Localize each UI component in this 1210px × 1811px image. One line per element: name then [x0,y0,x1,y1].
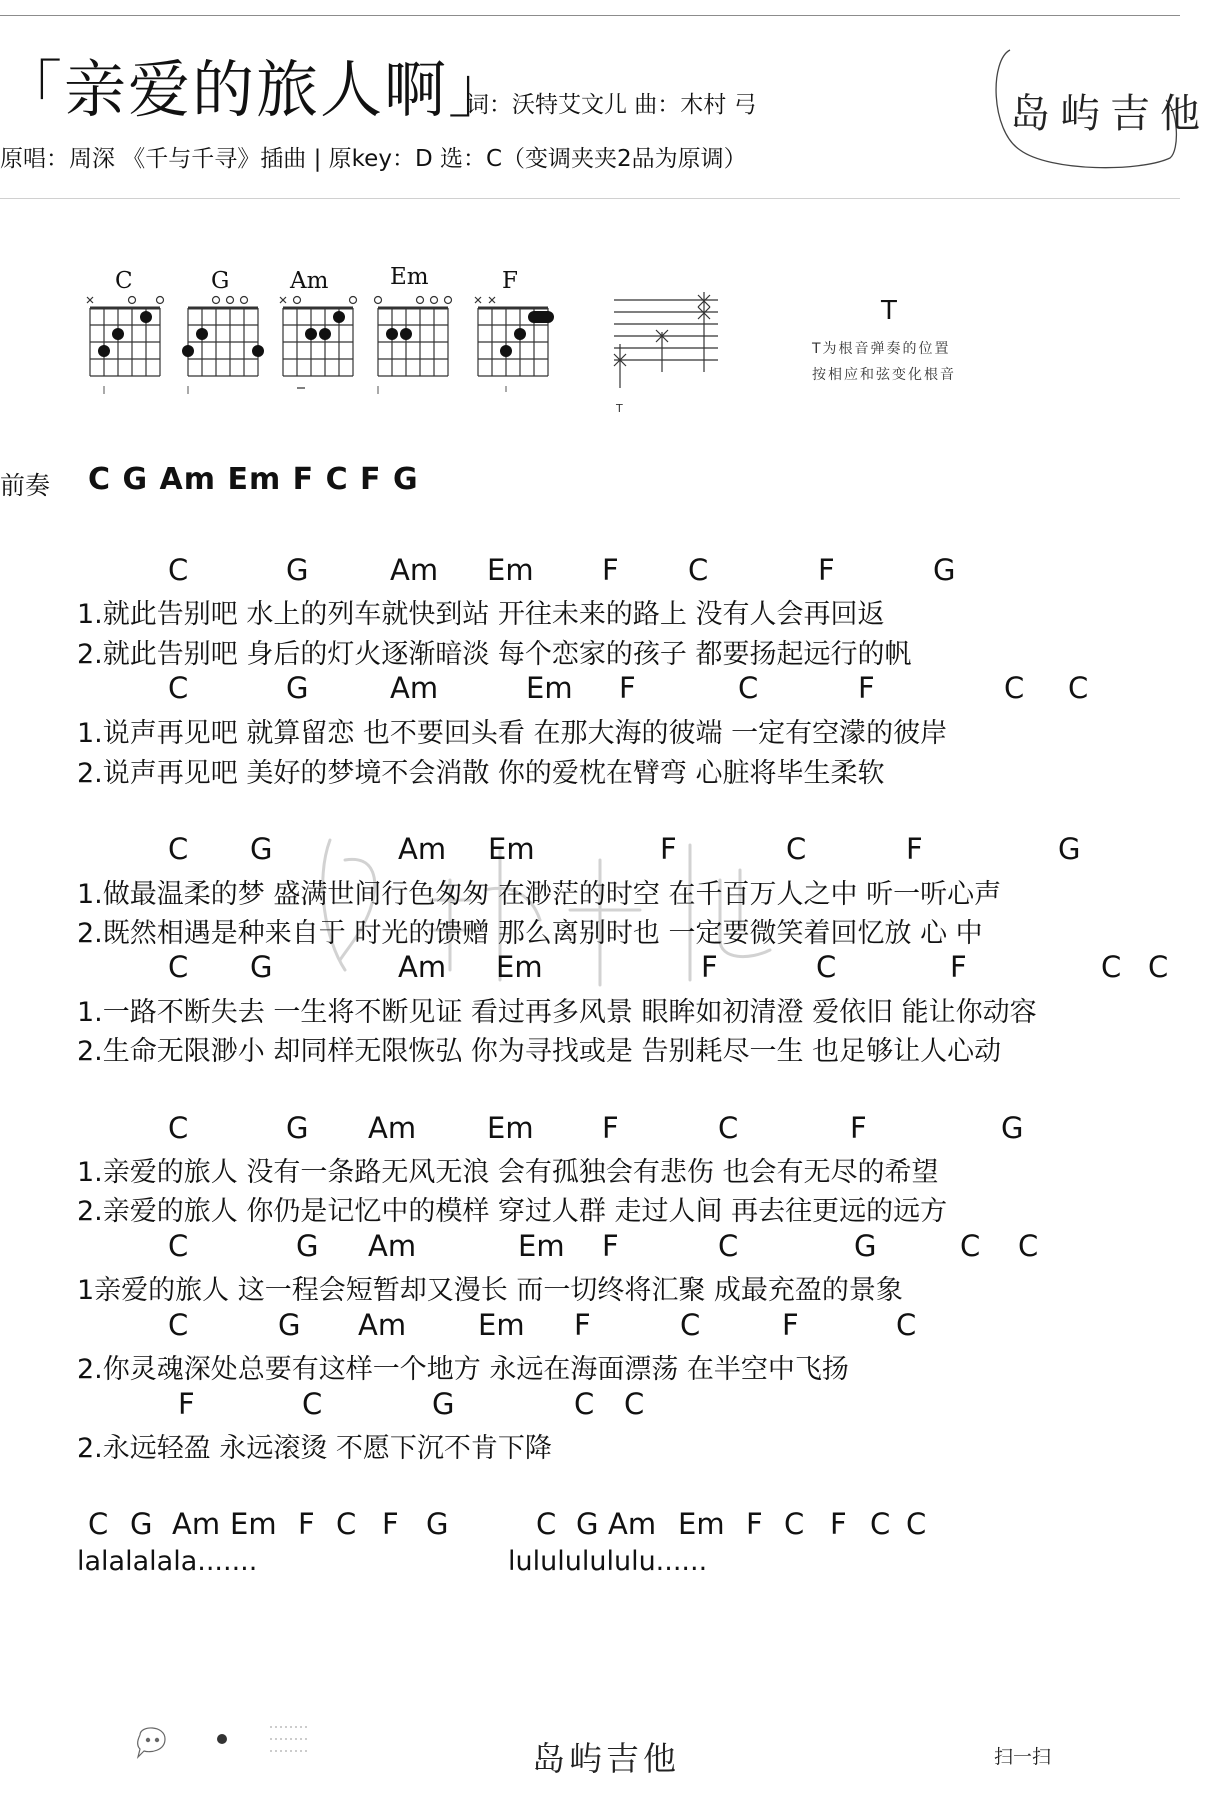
chord-symbol: F [818,553,835,587]
lyric-line: 2.永远轻盈 永远滚烫 不愿下沉不肯下降 [77,1433,552,1464]
chord-diagram-name: Em [390,264,429,290]
legend-symbol: T [881,296,897,326]
chord-symbol: G [854,1229,877,1263]
chord-symbol: Em [496,950,543,984]
chord-symbol: Am [368,1111,417,1145]
chord-symbol: C [896,1308,917,1342]
lyric-line: 2.说声再见吧 美好的梦境不会消散 你的爱枕在臂弯 心脏将毕生柔软 [77,758,885,789]
song-title: 「亲爱的旅人啊」 [0,53,513,126]
chord-symbol: F [906,832,923,866]
chord-symbol: C [960,1229,981,1263]
chord-diagram-name: Am [290,268,329,294]
chord-symbol: G [432,1387,455,1421]
chord-symbol: C [718,1229,739,1263]
legend-line-1: T为根音弹奏的位置 [812,341,951,357]
chord-symbol: F [602,1229,619,1263]
chord-symbol: C [168,832,189,866]
chord-symbol: F [830,1507,847,1541]
chord-symbol: Em [488,832,535,866]
chord-symbol: G [1001,1111,1024,1145]
chord-symbol: G [278,1308,301,1342]
chord-symbol: C [688,553,709,587]
chord-symbol: G [250,950,273,984]
chord-diagram-am [275,290,361,400]
chord-diagram-em [370,286,456,400]
chord-symbol: F [619,671,636,705]
chord-diagram-f [470,290,556,400]
footer-brand: 岛屿吉他 [532,1739,680,1778]
chord-symbol: F [298,1507,315,1541]
lyric-line: 2.就此告别吧 身后的灯火逐渐暗淡 每个恋家的孩子 都要扬起远行的帆 [77,639,912,670]
chord-symbol: F [950,950,967,984]
chord-symbol: C [1018,1229,1039,1263]
chord-symbol: F [858,671,875,705]
chord-symbol: C [168,1229,189,1263]
chord-symbol: G [1058,832,1081,866]
lyric-line: lalalalala....... [77,1546,258,1577]
chord-symbol: Am [368,1229,417,1263]
chord-symbol: F [178,1387,195,1421]
chord-symbol: Am [390,553,439,587]
chord-symbol: C [1004,671,1025,705]
lyric-line: 1亲爱的旅人 这一程会短暂却又漫长 而一切终将汇聚 成最充盈的景象 [77,1275,903,1306]
lyric-line: 1.做最温柔的梦 盛满世间行色匆匆 在渺茫的时空 在千百万人之中 听一听心声 [77,879,1002,910]
chord-symbol: F [574,1308,591,1342]
chord-symbol: F [746,1507,763,1541]
chord-symbol: Am [608,1507,657,1541]
chord-symbol: G [286,1111,309,1145]
chord-symbol: C [302,1387,323,1421]
prelude-chords: C G Am Em F C F G [88,462,419,497]
chord-symbol: G [130,1507,153,1541]
chord-symbol: F [382,1507,399,1541]
lyric-line: 1.就此告别吧 水上的列车就快到站 开往未来的路上 没有人会再回返 [77,599,885,630]
chord-diagram-c [82,290,168,400]
chord-symbol: G [933,553,956,587]
chord-symbol: C [1148,950,1169,984]
chord-symbol: C [624,1387,645,1421]
lyric-line: 2.既然相遇是种来自于 时光的馈赠 那么离别时也 一定要微笑着回忆放 心 中 [77,918,983,949]
chord-symbol: F [701,950,718,984]
chord-symbol: C [88,1507,109,1541]
chord-symbol: Em [478,1308,525,1342]
chord-symbol: Em [526,671,573,705]
chord-symbol: F [660,832,677,866]
chord-diagram-name: F [502,268,518,294]
chord-symbol: C [336,1507,357,1541]
chord-symbol: Em [678,1507,725,1541]
lyric-line: lulululululu...... [508,1546,708,1577]
footer-decoration-icon [120,1715,380,1775]
chord-diagram-g [180,290,266,400]
lyric-line: 2.你灵魂深处总要有这样一个地方 永远在海面漂荡 在半空中飞扬 [77,1354,849,1385]
chord-row [0,832,1180,866]
chord-row [0,1229,1180,1263]
footer-scan-label: 扫一扫 [994,1746,1052,1768]
chord-symbol: G [426,1507,449,1541]
chord-row [0,1387,1180,1421]
lyric-line: 2.亲爱的旅人 你仍是记忆中的模样 穿过人群 走过人间 再去往更远的远方 [77,1196,948,1227]
chord-symbol: C [680,1308,701,1342]
chord-symbol: C [168,671,189,705]
chord-diagram-name: G [211,268,230,294]
chord-symbol: C [738,671,759,705]
chord-symbol: F [782,1308,799,1342]
chord-diagram-name: C [115,268,133,294]
chord-symbol: Em [518,1229,565,1263]
strum-root-label: T [616,402,623,415]
chord-symbol: G [286,671,309,705]
chord-symbol: C [870,1507,891,1541]
chord-symbol: C [718,1111,739,1145]
chord-symbol: C [168,1308,189,1342]
chord-symbol: G [286,553,309,587]
lyric-line: 2.生命无限渺小 却同样无限恢弘 你为寻找或是 告别耗尽一生 也足够让人心动 [77,1036,1002,1067]
chord-symbol: G [296,1229,319,1263]
chord-symbol: G [576,1507,599,1541]
chord-symbol: C [168,950,189,984]
chord-symbol: C [1068,671,1089,705]
chord-symbol: C [786,832,807,866]
chord-row [0,671,1180,705]
lyric-line: 1.亲爱的旅人 没有一条路无风无浪 会有孤独会有悲伤 也会有无尽的希望 [77,1157,939,1188]
lyric-line: 1.说声再见吧 就算留恋 也不要回头看 在那大海的彼端 一定有空濛的彼岸 [77,718,948,749]
chord-symbol: F [602,553,619,587]
chord-symbol: Am [172,1507,221,1541]
chord-symbol: Am [390,671,439,705]
chord-symbol: Em [487,553,534,587]
strum-pattern-diagram [606,290,726,420]
chord-row [0,1507,1180,1541]
chord-symbol: C [784,1507,805,1541]
chord-symbol: C [574,1387,595,1421]
song-credits: 词：沃特艾文儿 曲：木村 弓 [466,92,757,118]
top-rule [0,15,1180,16]
chord-symbol: Am [398,832,447,866]
chord-symbol: Em [487,1111,534,1145]
chord-row [0,1308,1180,1342]
chord-symbol: Am [398,950,447,984]
legend-line-2: 按相应和弦变化根音 [812,367,956,383]
chord-row [0,950,1180,984]
chord-row [0,1111,1180,1145]
chord-symbol: C [1101,950,1122,984]
chord-symbol: F [602,1111,619,1145]
header-divider [0,198,1180,199]
chord-symbol: C [168,553,189,587]
chord-symbol: C [536,1507,557,1541]
song-subtitle: 原唱：周深 《千与千寻》插曲 | 原key：D 选：C（变调夹夹2品为原调） [0,146,747,172]
chord-symbol: F [850,1111,867,1145]
prelude-label: 前奏 [0,471,51,500]
lyric-line: 1.一路不断失去 一生将不断见证 看过再多风景 眼眸如初清澄 爱依旧 能让你动容 [77,997,1037,1028]
chord-symbol: C [168,1111,189,1145]
logo-text: 岛屿吉他 [1010,91,1210,137]
chord-symbol: Em [230,1507,277,1541]
chord-row [0,553,1180,587]
chord-symbol: C [906,1507,927,1541]
chord-symbol: C [816,950,837,984]
chord-symbol: Am [358,1308,407,1342]
chord-symbol: G [250,832,273,866]
